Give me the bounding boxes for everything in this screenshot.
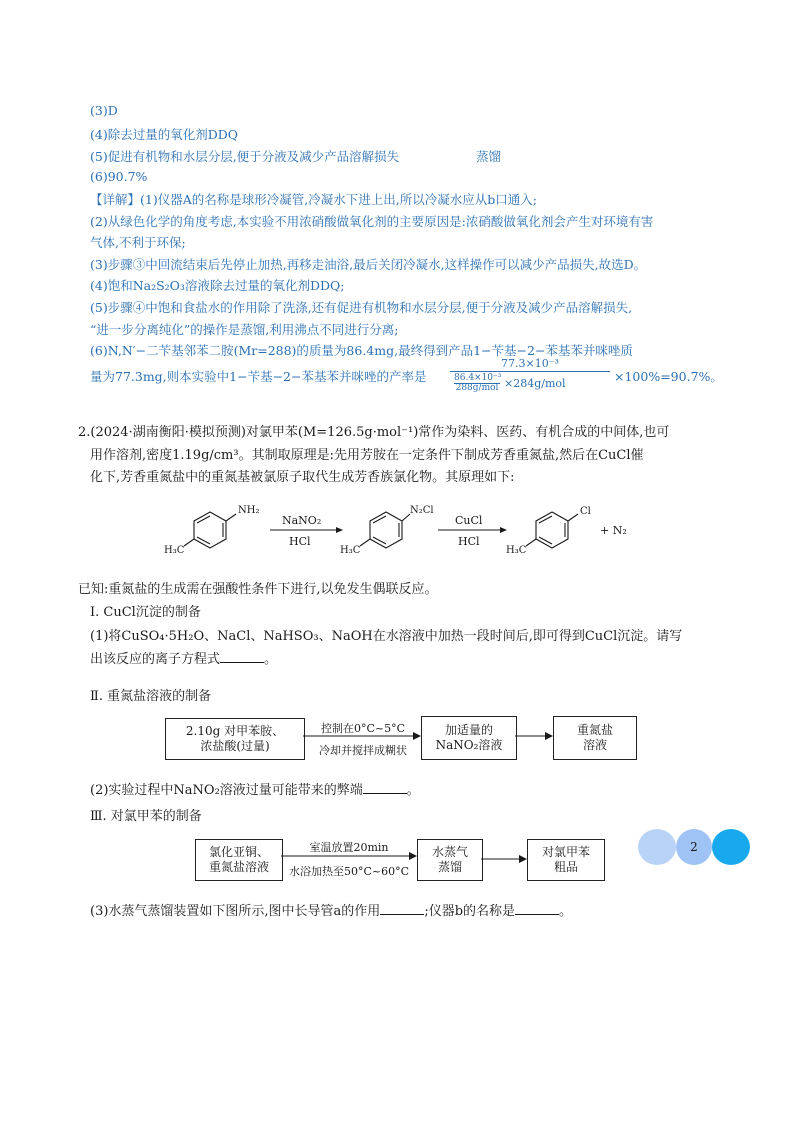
question-2-line-2: 用作溶剂,密度1.19g/cm³。其制取原理是:先用芳胺在一定条件下制成芳香重氮盐,然后在CuCl催 (90, 448, 644, 463)
fraction-sub-denominator: 288g/mol (455, 383, 499, 393)
answer-blank-1[interactable] (220, 650, 264, 663)
arrow-2-top-reagent: CuCl (455, 514, 483, 527)
answer-6: (6)90.7% (90, 169, 148, 184)
section-3-heading: Ⅲ. 对氯甲苯的制备 (90, 809, 202, 824)
question-2-line-3: 化下,芳香重氮盐中的重氮基被氯原子取代生成芳香族氯化物。其原理如下: (90, 470, 515, 485)
question-2-2: (2)实验过程中NaNO₂溶液过量可能带来的弊端 。 (90, 783, 420, 798)
arrow-2-bottom-reagent: HCl (458, 535, 480, 548)
answer-3: (3)D (90, 103, 118, 118)
arrow-1-top-reagent: NaNO₂ (282, 514, 322, 527)
fraction-numerator: 77.3×10⁻³ (501, 357, 559, 370)
methyl-group-2-label: H₃C (340, 545, 361, 556)
page-decor-circle-right (712, 829, 750, 865)
flow-2-step-3: 重氮盐 溶液 (553, 716, 637, 760)
solution-line-4: (3)步骤③中回流结束后先停止加热,再移走油浴,最后关闭冷凝水,这样操作可以减少产品损失,故选D。 (90, 257, 647, 272)
yield-fraction (450, 357, 610, 391)
methyl-group-1-label: H₃C (164, 545, 185, 556)
flow-2-step-1: 2.10g 对甲苯胺、 浓盐酸(过量) (165, 718, 305, 760)
page-number: 2 (676, 829, 712, 865)
arrow-1-bottom-reagent: HCl (289, 535, 311, 548)
fraction-sub-numerator: 86.4×10⁻³ (454, 373, 502, 383)
benzene-ring-1 (184, 512, 236, 548)
reaction-arrow-1 (270, 527, 343, 533)
section-1-heading: Ⅰ. CuCl沉淀的制备 (90, 605, 201, 620)
benzene-ring-2 (360, 512, 410, 548)
known-condition: 已知:重氮盐的生成需在强酸性条件下进行,以免发生偶联反应。 (78, 582, 438, 597)
flow-3-step-2: 水蒸气 蒸馏 (417, 839, 483, 881)
solution-line-3: 气体,不利于环保; (90, 235, 186, 250)
flow-2-step-2: 加适量的 NaNO₂溶液 (421, 716, 517, 760)
flow-2-arrow-1 (303, 731, 421, 741)
solution-line-8: (6)N,N′−二苄基邻苯二胺(Mr=288)的质量为86.4mg,最终得到产品1−苄基−2−苯基苯并咪唑质 (90, 343, 633, 358)
answer-5: (5)促进有机物和水层分层,便于分液及减少产品溶解损失 (90, 149, 400, 164)
solution-line-5: (4)饱和Na₂S₂O₃溶液除去过量的氧化剂DDQ; (90, 278, 345, 293)
methyl-group-3-label: H₃C (506, 545, 527, 556)
solution-line-9-end: ×100%=90.7%。 (614, 369, 723, 384)
flow-3-arrow-1 (281, 851, 417, 861)
fraction-molar-mass: ×284g/mol (504, 377, 566, 390)
diazonium-group-label: N₂Cl (410, 505, 434, 516)
solution-line-2: (2)从绿色化学的角度考虑,本实验不用浓硝酸做氧化剂的主要原因是:浓硝酸做氧化剂会产生对环境有害 (90, 214, 654, 229)
benzene-ring-3 (526, 512, 578, 548)
answer-4: (4)除去过量的氧化剂DDQ (90, 127, 238, 142)
fraction-bar (450, 371, 610, 372)
solution-line-1: 【详解】(1)仪器A的名称是球形冷凝管,冷凝水下进上出,所以冷凝水应从b口通入; (90, 192, 537, 207)
flow-3-step-1: 氯化亚铜、 重氮盐溶液 (195, 839, 283, 881)
answer-blank-4[interactable] (515, 902, 559, 915)
amine-group-label: NH₂ (238, 505, 260, 516)
answer-5-blank2: 蒸馏 (476, 149, 502, 164)
question-2-1-line-2: 出该反应的离子方程式 。 (90, 652, 278, 667)
solution-line-9: 量为77.3mg,则本实验中1−苄基−2−苯基苯并咪唑的产率是 (90, 369, 427, 384)
page-decor-circle-left (638, 829, 676, 865)
section-2-heading: Ⅱ. 重氮盐溶液的制备 (90, 689, 212, 704)
flow-2-condition-top: 控制在0°C~5°C (320, 722, 406, 735)
reaction-arrow-2 (438, 527, 507, 533)
solution-line-7: “进一步分离纯化”的操作是蒸馏,利用沸点不同进行分离; (90, 322, 399, 337)
flow-3-step-3: 对氯甲苯 粗品 (527, 839, 605, 881)
flow-3-condition-bottom: 水浴加热至50°C~60°C (288, 865, 410, 878)
flow-3-condition-top: 室温放置20min (309, 841, 389, 854)
question-2-1-line-1: (1)将CuSO₄·5H₂O、NaCl、NaHSO₃、NaOH在水溶液中加热一段时间后,即可得到CuCl沉淀。请写 (90, 629, 683, 644)
flow-3-arrow-2 (481, 854, 527, 864)
solution-tag: 【详解】 (90, 192, 141, 207)
chloro-group-label: Cl (580, 506, 591, 517)
question-2-line-1: 2.(2024·湖南衡阳·模拟预测)对氯甲苯(M=126.5g·mol⁻¹)常作为染料、医药、有机合成的中间体,也可 (78, 425, 670, 440)
flow-2-condition-bottom: 冷却并搅拌成糊状 (319, 744, 407, 757)
reaction-scheme (160, 498, 640, 568)
answer-blank-2[interactable] (363, 781, 407, 794)
question-2-3: (3)水蒸气蒸馏装置如下图所示,图中长导管a的作用 ;仪器b的名称是 。 (90, 904, 573, 919)
flow-2-arrow-2 (515, 731, 553, 741)
solution-line-6: (5)步骤④中饱和食盐水的作用除了洗涤,还有促进有机物和水层分层,便于分液及减少产品溶解损失, (90, 300, 633, 315)
nitrogen-byproduct: + N₂ (600, 524, 627, 537)
answer-blank-3[interactable] (380, 902, 424, 915)
